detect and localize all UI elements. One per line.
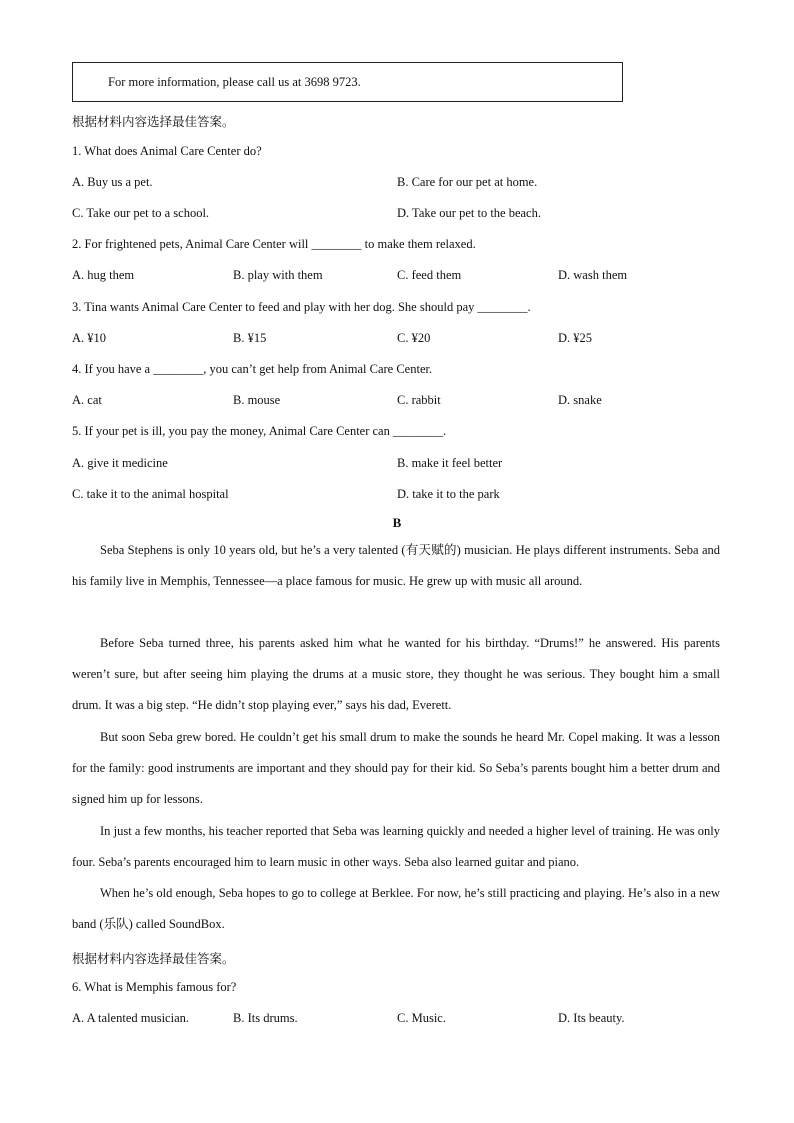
passage-b-paragraph-3: But soon Seba grew bored. He couldn’t get his small drum to make the sounds he heard Mr. Copel making. It was a lesson for the family: good instruments are important and they should pay for their kid. So Seba’s parents bought him a better drum and signed him up for lessons. (72, 730, 720, 806)
q1-option-c[interactable]: C. Take our pet to a school. (72, 206, 210, 220)
q2-option-c[interactable]: C. feed them (397, 268, 462, 282)
q2-option-d[interactable]: D. wash them (558, 268, 628, 282)
passage-b-paragraph-1: Seba Stephens is only 10 years old, but he’s a very talented (有天赋的) musician. He plays different instruments. Seba and his family live in Memphis, Tennessee—a place famous for music. He grew up with music all around. (72, 543, 720, 588)
info-text: For more information, please call us at 3698 9723. (108, 75, 361, 89)
q6-option-b[interactable]: B. Its drums. (233, 1011, 298, 1025)
q5-option-a[interactable]: A. give it medicine (72, 456, 168, 470)
instruction-a: 根据材料内容选择最佳答案。 (72, 114, 235, 129)
info-box (72, 62, 623, 102)
q4-option-a[interactable]: A. cat (72, 393, 102, 407)
question-6: 6. What is Memphis famous for? (72, 980, 237, 994)
q6-option-a[interactable]: A. A talented musician. (72, 1011, 189, 1025)
section-b-title: B (392, 515, 402, 530)
passage-b-paragraph-4: In just a few months, his teacher reported that Seba was learning quickly and needed a higher level of training. He was only four. Seba’s parents encouraged him to learn music in other ways. Seba also learned guitar and piano. (72, 824, 720, 869)
q3-option-d[interactable]: D. ¥25 (558, 331, 593, 345)
passage-b-paragraph-2: Before Seba turned three, his parents asked him what he wanted for his birthday. “Drums!” he answered. His parents weren’t sure, but after seeing him playing the drums at a music store, they thought he was serious. They bought him a small drum. It was a big step. “He didn’t stop playing ever,” says his dad, Everett. (72, 636, 720, 712)
q1-option-a[interactable]: A. Buy us a pet. (72, 175, 153, 189)
q6-option-d[interactable]: D. Its beauty. (558, 1011, 625, 1025)
question-2: 2. For frightened pets, Animal Care Center will ________ to make them relaxed. (72, 237, 476, 251)
q5-option-d[interactable]: D. take it to the park (397, 487, 500, 501)
q2-option-b[interactable]: B. play with them (233, 268, 323, 282)
q3-option-b[interactable]: B. ¥15 (233, 331, 267, 345)
q4-option-c[interactable]: C. rabbit (397, 393, 441, 407)
question-3: 3. Tina wants Animal Care Center to feed and play with her dog. She should pay ________. (72, 300, 531, 314)
passage-b-paragraph-5: When he’s old enough, Seba hopes to go to college at Berklee. For now, he’s still practicing and playing. He’s also in a new band (乐队) called SoundBox. (72, 886, 720, 931)
q4-option-b[interactable]: B. mouse (233, 393, 281, 407)
q2-option-a[interactable]: A. hug them (72, 268, 135, 282)
q1-option-b[interactable]: B. Care for our pet at home. (397, 175, 538, 189)
q6-option-c[interactable]: C. Music. (397, 1011, 446, 1025)
q5-option-b[interactable]: B. make it feel better (397, 456, 503, 470)
q4-option-d[interactable]: D. snake (558, 393, 602, 407)
question-4: 4. If you have a ________, you can’t get help from Animal Care Center. (72, 362, 433, 376)
question-1: 1. What does Animal Care Center do? (72, 144, 262, 158)
instruction-b: 根据材料内容选择最佳答案。 (72, 951, 235, 966)
q1-option-d[interactable]: D. Take our pet to the beach. (397, 206, 541, 220)
q3-option-c[interactable]: C. ¥20 (397, 331, 431, 345)
q5-option-c[interactable]: C. take it to the animal hospital (72, 487, 229, 501)
question-5: 5. If your pet is ill, you pay the money, Animal Care Center can ________. (72, 424, 447, 438)
q3-option-a[interactable]: A. ¥10 (72, 331, 107, 345)
